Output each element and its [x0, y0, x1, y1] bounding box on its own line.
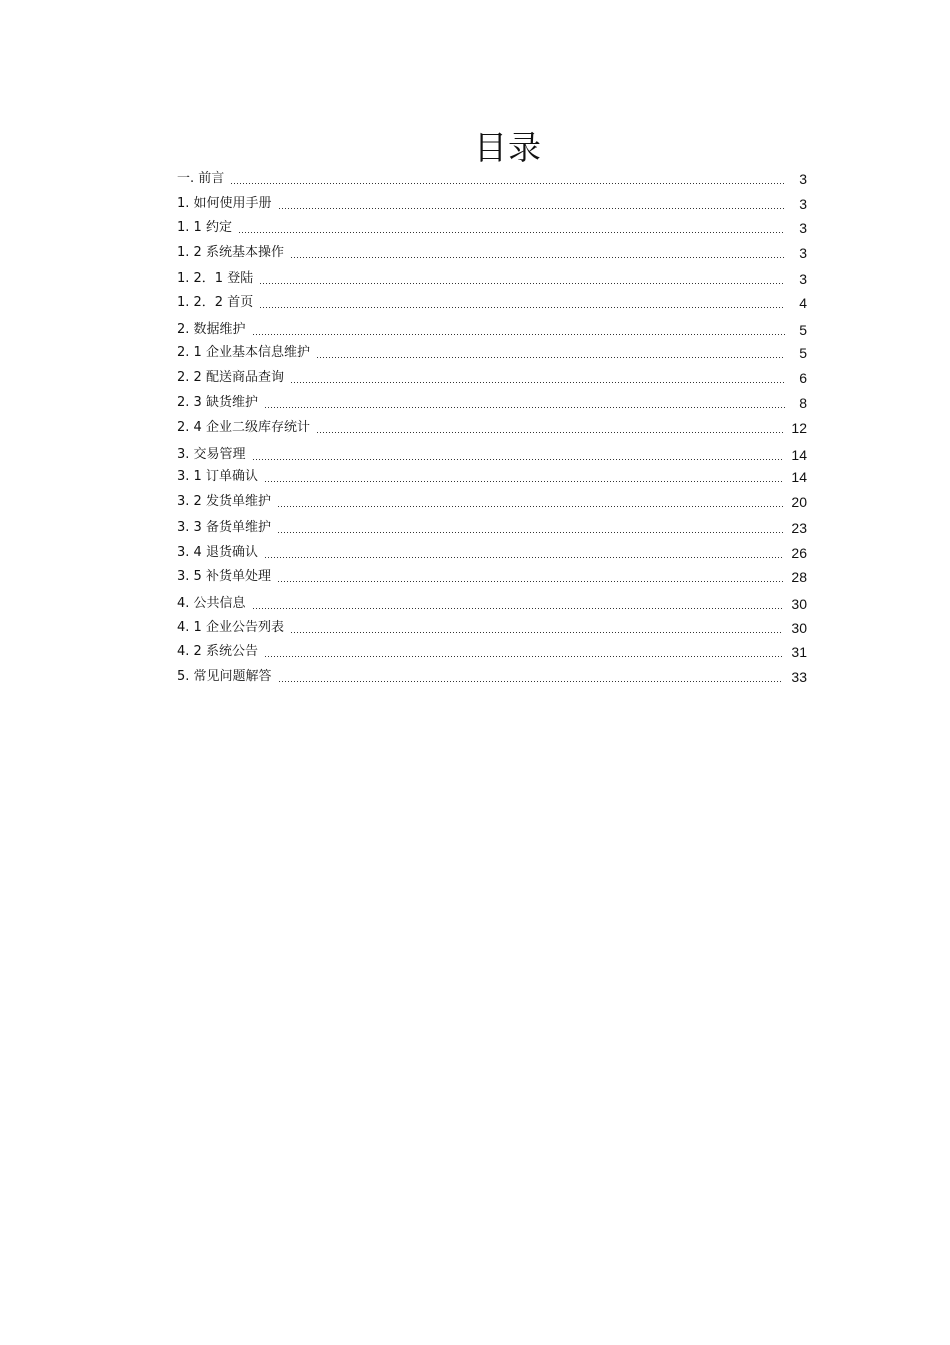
toc-entry-label: 2. 2 配送商品查询 — [177, 370, 284, 385]
toc-dot-leader — [264, 397, 785, 409]
toc-entry[interactable] — [177, 244, 807, 262]
toc-entry-page: 28 — [791, 569, 807, 585]
toc-entry[interactable] — [177, 369, 807, 387]
toc-entry-page: 14 — [791, 469, 807, 485]
toc-entry[interactable] — [177, 568, 807, 586]
toc-entry-label: 2. 4 企业二级库存统计 — [177, 420, 310, 435]
toc-entry-label: 2. 3 缺货维护 — [177, 395, 258, 410]
toc-entry-page: 3 — [799, 245, 807, 261]
toc-entry-page: 3 — [799, 220, 807, 236]
toc-entry-label: 4. 公共信息 — [177, 596, 246, 611]
toc-dot-leader — [230, 173, 785, 185]
toc-dot-leader — [259, 273, 785, 285]
toc-dot-leader — [238, 222, 785, 234]
toc-dot-leader — [316, 422, 783, 434]
toc-entry[interactable] — [177, 446, 807, 464]
toc-entry-label: 3. 2 发货单维护 — [177, 494, 271, 509]
toc-entry[interactable] — [177, 344, 807, 362]
toc-entry[interactable] — [177, 595, 807, 613]
toc-entry[interactable] — [177, 668, 807, 686]
toc-entry-page: 30 — [791, 620, 807, 636]
toc-entry[interactable] — [177, 294, 807, 312]
toc-entry-label: 一. 前言 — [177, 171, 225, 186]
toc-entry[interactable] — [177, 493, 807, 511]
toc-entry-label: 3. 1 订单确认 — [177, 469, 258, 484]
toc-entry-label: 2. 数据维护 — [177, 322, 246, 337]
toc-entry-page: 12 — [791, 420, 807, 436]
toc-entry-page: 3 — [799, 271, 807, 287]
toc-dot-leader — [277, 496, 783, 508]
toc-entry-page: 23 — [791, 520, 807, 536]
toc-dot-leader — [316, 347, 785, 359]
toc-entry[interactable] — [177, 321, 807, 339]
toc-entry-label: 1. 如何使用手册 — [177, 196, 272, 211]
toc-entry-page: 33 — [791, 669, 807, 685]
toc-entry-page: 3 — [799, 196, 807, 212]
toc-entry-label: 3. 4 退货确认 — [177, 545, 258, 560]
toc-dot-leader — [264, 646, 783, 658]
toc-entry[interactable] — [177, 270, 807, 288]
toc-entry-label: 4. 1 企业公告列表 — [177, 620, 284, 635]
toc-entry[interactable] — [177, 170, 807, 188]
toc-dot-leader — [290, 247, 785, 259]
toc-entry-label: 2. 1 企业基本信息维护 — [177, 345, 310, 360]
toc-entry-page: 5 — [799, 322, 807, 338]
toc-entry[interactable] — [177, 519, 807, 537]
toc-entry-label: 3. 交易管理 — [177, 447, 246, 462]
toc-entry-page: 26 — [791, 545, 807, 561]
toc-entry-page: 31 — [791, 644, 807, 660]
toc-dot-leader — [277, 571, 783, 583]
toc-entry-label: 3. 3 备货单维护 — [177, 520, 271, 535]
toc-dot-leader — [264, 547, 783, 559]
toc-entry-label: 1. 1 约定 — [177, 220, 232, 235]
toc-entry-page: 14 — [791, 447, 807, 463]
toc-dot-leader — [290, 622, 783, 634]
toc-dot-leader — [290, 372, 785, 384]
toc-entry[interactable] — [177, 468, 807, 486]
toc-dot-leader — [264, 471, 783, 483]
toc-dot-leader — [259, 297, 785, 309]
toc-entry-page: 5 — [799, 345, 807, 361]
toc-entry-page: 30 — [791, 596, 807, 612]
toc-dot-leader — [278, 198, 785, 210]
toc-entry-page: 3 — [799, 171, 807, 187]
toc-dot-leader — [278, 671, 784, 683]
toc-entry-page: 8 — [799, 395, 807, 411]
toc-entry-label: 1. 2 系统基本操作 — [177, 245, 284, 260]
toc-entry[interactable] — [177, 619, 807, 637]
toc-dot-leader — [252, 598, 784, 610]
toc-entry-page: 6 — [799, 370, 807, 386]
toc-entry[interactable] — [177, 419, 807, 437]
toc-entry-page: 4 — [799, 295, 807, 311]
toc-entry[interactable] — [177, 394, 807, 412]
toc-entry-label: 1. 2．2 首页 — [177, 295, 254, 310]
toc-dot-leader — [252, 449, 784, 461]
toc-dot-leader — [277, 522, 783, 534]
toc-entry[interactable] — [177, 195, 807, 213]
toc-entry[interactable] — [177, 544, 807, 562]
toc-entry-label: 5. 常见问题解答 — [177, 669, 272, 684]
toc-entry-label: 3. 5 补货单处理 — [177, 569, 271, 584]
toc-title: 目录 — [474, 128, 542, 167]
toc-entry[interactable] — [177, 219, 807, 237]
toc-entry-page: 20 — [791, 494, 807, 510]
toc-entry-label: 4. 2 系统公告 — [177, 644, 258, 659]
toc-entry[interactable] — [177, 643, 807, 661]
toc-entry-label: 1. 2．1 登陆 — [177, 271, 254, 286]
toc-dot-leader — [252, 324, 785, 336]
